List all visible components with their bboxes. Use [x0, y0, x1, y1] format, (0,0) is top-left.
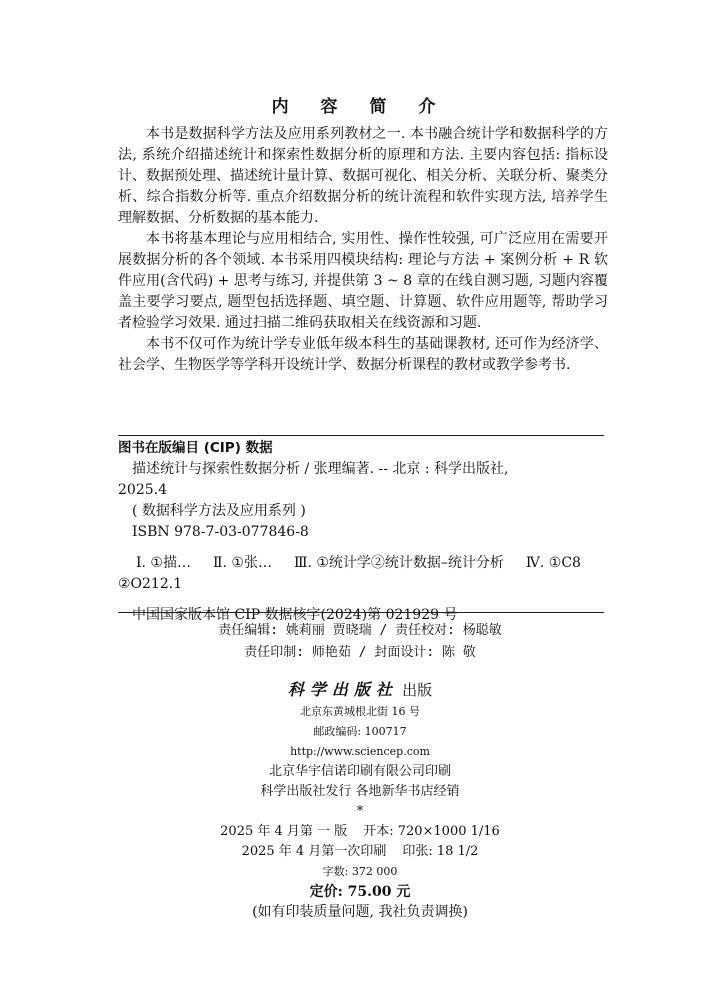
publisher-name: 科学出版社: [287, 680, 398, 699]
publisher-postcode: 邮政编码: 100717: [313, 725, 407, 738]
summary-paragraph-2: 本书将基本理论与应用相结合, 实用性、操作性较强, 可广泛应用在需要开展数据分析的各个领域. 本书采用四模块结构: 理论与方法 + 案例分析 + R 软件应用(含代码) + 思考与练习, 并提供第 3 ~ 8 章的在线自测习题, 习题内容覆盖主要学习要点, 题型包括选择题、填空题、计算题、软件应用题等, 帮助学习者检验学习效果. 通过扫描二维码获取相关在线资源和习题.: [118, 231, 608, 331]
publisher-address: 北京东黄城根北街 16 号: [300, 705, 420, 718]
printer: 北京华宇信诺印刷有限公司印刷: [268, 764, 451, 779]
divider-bottom: [118, 612, 604, 613]
quality-notice: (如有印装质量问题, 我社负责调换): [252, 904, 468, 920]
cip-class-5: ②O212.1: [118, 576, 183, 592]
summary-paragraph-1: 本书是数据科学方法及应用系列教材之一. 本书融合统计学和数据科学的方法, 系统介绍描述统计和探索性数据分析的原理和方法. 主要内容包括: 指标设计、数据预处理、描述统计量计算、数据可视化、相关分析、关联分析、聚类分析、综合指数分析等. 重点介绍数据分析的统计流程和软件实现方法, 培养学生理解数据、分析数据的基本能力.: [118, 126, 608, 226]
word-count: 字数: 372 000: [322, 865, 398, 878]
cip-record-line-1: 描述统计与探索性数据分析 / 张理编著. -- 北京 : 科学出版社,: [132, 461, 509, 477]
edition: 2025 年 4 月第 一 版: [220, 824, 348, 839]
printing-line: [0, 842, 720, 862]
sheets: 印张: 18 1/2: [402, 844, 479, 859]
cip-class-1: Ⅰ. ①描…: [136, 555, 191, 571]
cip-class-3: Ⅲ. ①统计学②统计数据–统计分析: [293, 555, 504, 571]
distribution: 科学出版社发行 各地新华书店经销: [260, 784, 460, 799]
cip-series: ( 数据科学方法及应用系列 ): [132, 503, 306, 519]
format: 开本: 720×1000 1/16: [363, 824, 500, 839]
printing: 2025 年 4 月第一次印刷: [241, 844, 387, 859]
divider-top: [118, 435, 604, 436]
cip-heading: 图书在版编目 (CIP) 数据: [118, 440, 273, 456]
content-summary: [118, 124, 608, 376]
cip-class-4: Ⅳ. ①C8: [525, 555, 581, 571]
publisher-website: http://www.sciencep.com: [290, 745, 430, 758]
credits-production: 责任印制: 师艳茹 / 封面设计: 陈 敬: [244, 645, 476, 660]
publisher-line: [0, 680, 720, 702]
cip-classification: [118, 553, 608, 574]
summary-paragraph-3: 本书不仅可作为统计学专业低年级本科生的基础课教材, 还可作为经济学、社会学、生物医学等学科开设统计学、数据分析课程的教材或教学参考书.: [118, 336, 608, 373]
publisher-suffix: 出版: [402, 681, 433, 699]
publisher-info: [0, 680, 720, 922]
cip-class-2: Ⅱ. ①张…: [212, 555, 272, 571]
cip-record-line-2: 2025.4: [118, 482, 167, 498]
price: 定价: 75.00 元: [309, 884, 411, 900]
credits-editors: 责任编辑: 姚莉丽 贾晓瑞 / 责任校对: 杨聪敏: [218, 623, 502, 638]
credits: [0, 620, 720, 664]
cip-number: 中国国家版本馆 CIP 数据核字(2024)第 021929 号: [132, 607, 458, 623]
cip-block: [118, 438, 608, 626]
page-title: 内 容 简 介: [271, 97, 449, 117]
edition-line: [0, 822, 720, 842]
cip-isbn: ISBN 978-7-03-077846-8: [132, 524, 309, 540]
star-separator: *: [356, 804, 364, 819]
